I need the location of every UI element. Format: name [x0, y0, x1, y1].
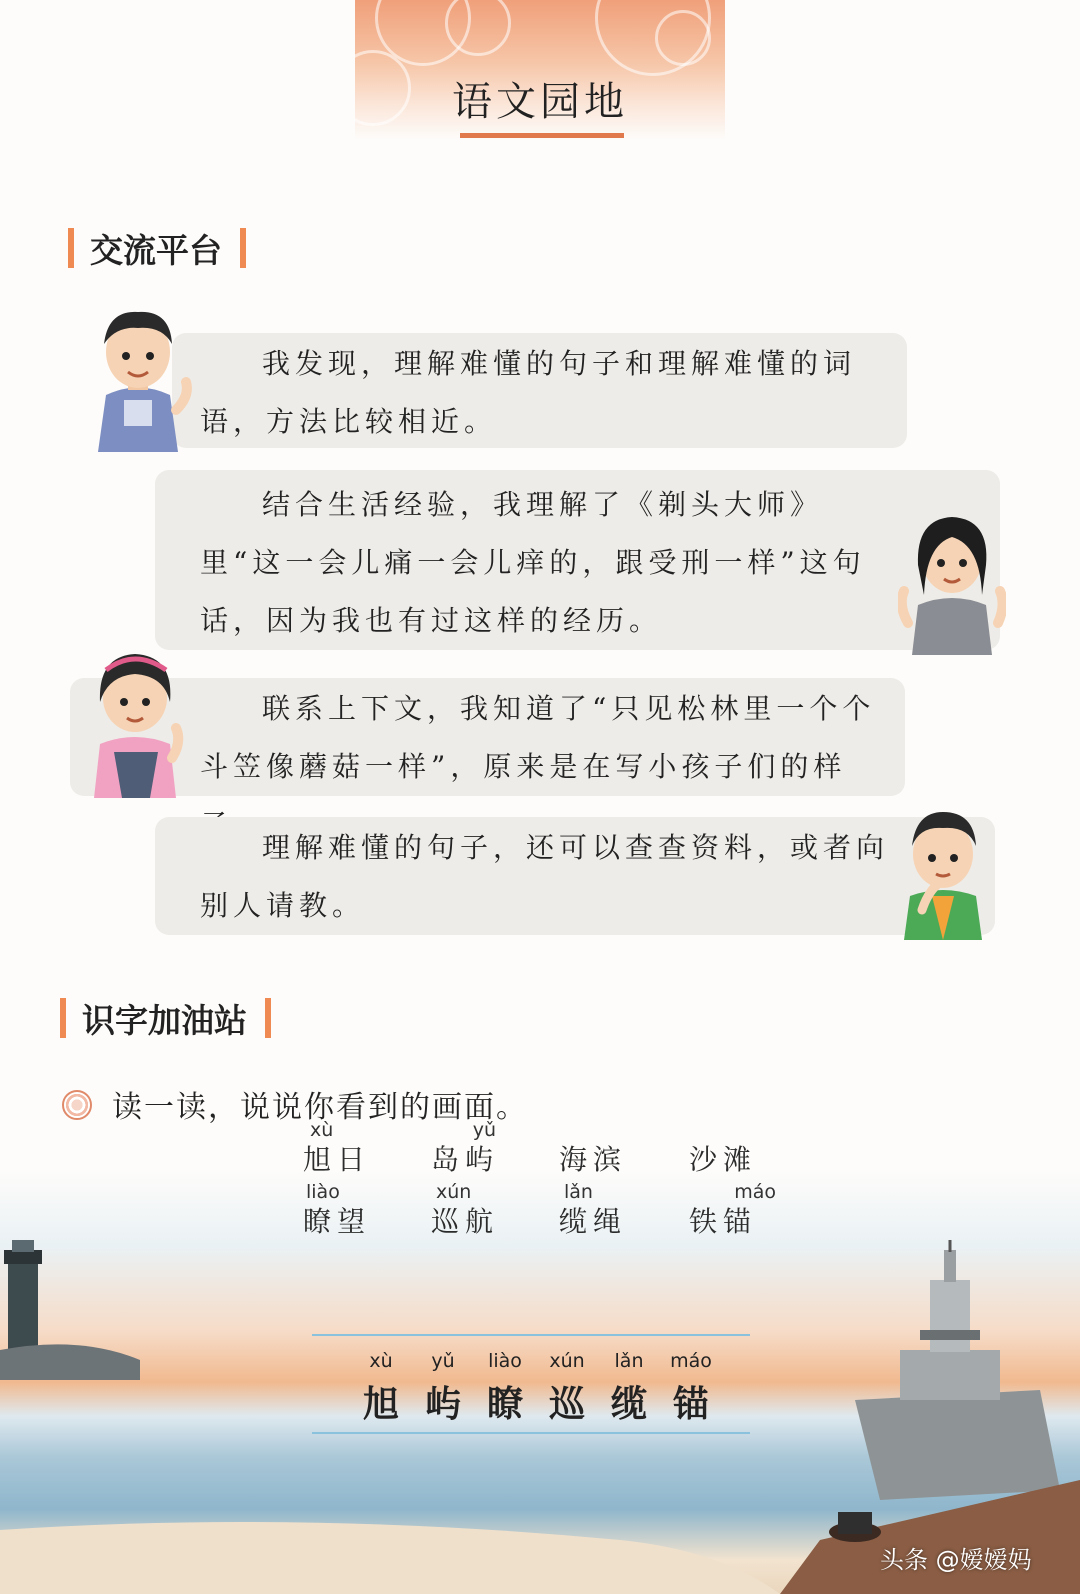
girl-pink-shirt-icon	[80, 640, 190, 798]
vocab-word	[538, 1118, 648, 1178]
hanzi: 瞭望	[302, 1205, 371, 1238]
section-title: 识字加油站	[82, 1000, 247, 1040]
section-title: 交流平台	[90, 230, 222, 270]
bubble-text: 结合生活经验，我理解了《剃头大师》里“这一会儿痛一会儿痒的，跟受刑一样”这句话，因为我也有过这样的经历。	[200, 488, 866, 637]
speech-bubble-3	[70, 678, 905, 796]
new-characters	[350, 1350, 722, 1427]
vocab-word	[410, 1118, 520, 1178]
pinyin: yǔ	[431, 1350, 455, 1372]
boy-blue-shirt-icon	[78, 300, 198, 452]
girl-gray-shirt-icon	[898, 505, 1006, 655]
vocab-word	[668, 1118, 778, 1178]
heading-bar	[265, 998, 271, 1038]
hanzi: 巡	[548, 1383, 585, 1425]
pinyin	[538, 1118, 648, 1142]
pinyin: xù	[310, 1119, 334, 1141]
bubble-text: 联系上下文，我知道了“只见松林里一个个斗笠像蘑菇一样”，原来是在写小孩子们的样	[200, 692, 876, 783]
vocab-word	[282, 1180, 392, 1240]
speech-swirl-icon	[62, 1090, 92, 1120]
vocab-word	[282, 1118, 392, 1178]
pinyin: liào	[306, 1181, 340, 1203]
character	[536, 1350, 598, 1427]
pinyin: liào	[488, 1350, 522, 1372]
page-title: 语文园地	[452, 79, 628, 125]
character	[598, 1350, 660, 1427]
speech-bubble-4	[155, 817, 995, 935]
vocab-word	[538, 1180, 648, 1240]
pinyin: máo	[734, 1181, 776, 1203]
top-rule	[312, 1334, 750, 1336]
pinyin: yǔ	[472, 1119, 496, 1141]
section-heading-exchange	[68, 226, 246, 270]
hanzi: 屿	[424, 1383, 461, 1425]
hanzi: 瞭	[486, 1383, 523, 1425]
character	[474, 1350, 536, 1427]
bubble-text: 我发现，理解难懂的句子和理解难懂的词语，方法比较相近。	[200, 347, 857, 438]
pinyin: xù	[369, 1350, 393, 1372]
watermark: 头条 @嫒嫒妈	[880, 1546, 1032, 1574]
character	[350, 1350, 412, 1427]
hanzi: 铁锚	[688, 1205, 757, 1238]
hanzi: 岛屿	[430, 1143, 499, 1176]
character	[660, 1350, 722, 1427]
bottom-rule	[312, 1432, 750, 1434]
hanzi: 锚	[672, 1383, 709, 1425]
vocab-word	[410, 1180, 520, 1240]
hanzi: 缆绳	[558, 1205, 627, 1238]
pinyin: lǎn	[614, 1350, 644, 1372]
bubble-text: 理解难懂的句子，还可以查查资料，或者向别人请教。	[200, 831, 890, 922]
hanzi: 旭日	[302, 1143, 371, 1176]
hanzi: 巡航	[430, 1205, 499, 1238]
reading-instruction: 读一读，说说你看到的画面。	[112, 1090, 528, 1125]
title-underline	[460, 133, 624, 138]
hanzi: 缆	[610, 1383, 647, 1425]
vocab-word	[668, 1180, 778, 1240]
pinyin: xún	[436, 1181, 472, 1203]
hanzi: 旭	[362, 1383, 399, 1425]
hanzi: 沙滩	[688, 1143, 757, 1176]
speech-bubble-1	[172, 333, 907, 448]
speech-bubble-2	[155, 470, 1000, 650]
section-heading-literacy	[60, 996, 271, 1040]
pinyin: lǎn	[564, 1181, 593, 1203]
heading-bar	[240, 228, 246, 268]
pinyin: xún	[549, 1350, 585, 1372]
hanzi: 海滨	[558, 1143, 627, 1176]
pinyin: máo	[670, 1350, 712, 1372]
character	[412, 1350, 474, 1427]
boy-green-shirt-icon	[898, 800, 988, 940]
pinyin	[668, 1118, 778, 1142]
